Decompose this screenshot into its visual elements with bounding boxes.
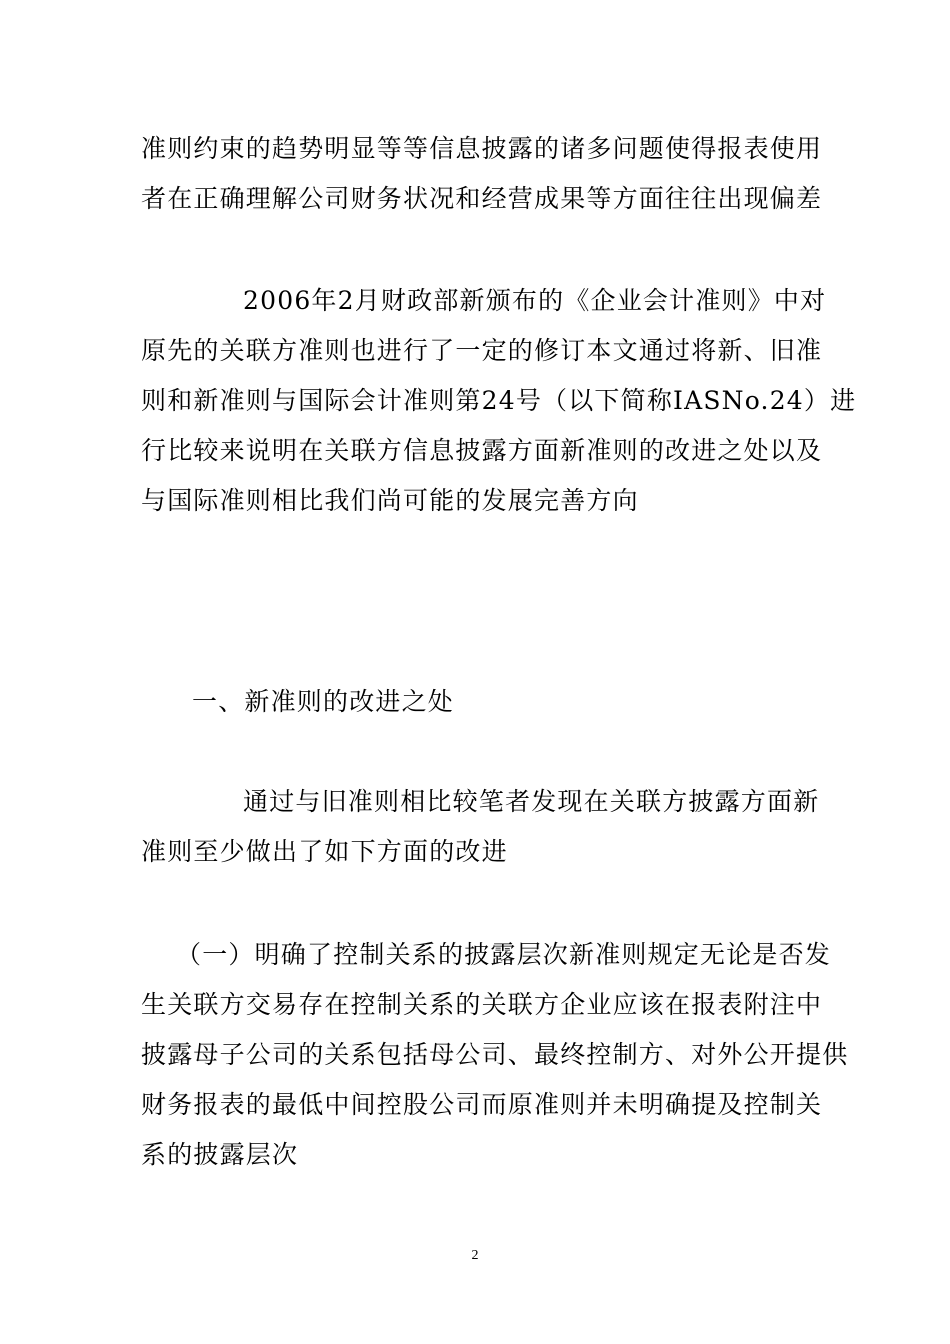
paragraph-2-line-2: 原先的关联方准则也进行了一定的修订本文通过将新、旧准 xyxy=(141,336,823,365)
paragraph-4-line-4: 财务报表的最低中间控股公司而原准则并未明确提及控制关 xyxy=(141,1090,823,1119)
paragraph-3-line-2: 准则至少做出了如下方面的改进 xyxy=(141,837,508,866)
paragraph-2-line-5: 与国际准则相比我们尚可能的发展完善方向 xyxy=(141,486,639,515)
section-heading: 一、新准则的改进之处 xyxy=(192,687,455,716)
paragraph-2-line-3: 则和新准则与国际会计准则第24号（以下简称IASNo.24）进 xyxy=(141,386,857,415)
paragraph-2-line-4: 行比较来说明在关联方信息披露方面新准则的改进之处以及 xyxy=(141,436,823,465)
paragraph-3-line-1: 通过与旧准则相比较笔者发现在关联方披露方面新 xyxy=(243,787,820,816)
paragraph-4-line-2: 生关联方交易存在控制关系的关联方企业应该在报表附注中 xyxy=(141,990,823,1019)
paragraph-2-line-1: 2006年2月财政部新颁布的《企业会计准则》中对 xyxy=(243,286,827,315)
paragraph-1-line-2: 者在正确理解公司财务状况和经营成果等方面往往出现偏差 xyxy=(141,184,823,213)
page-number: 2 xyxy=(471,1248,479,1263)
paragraph-4-line-3: 披露母子公司的关系包括母公司、最终控制方、对外公开提供 xyxy=(141,1040,849,1069)
paragraph-1-line-1: 准则约束的趋势明显等等信息披露的诸多问题使得报表使用 xyxy=(141,134,823,163)
paragraph-4-line-1: （一）明确了控制关系的披露层次新准则规定无论是否发 xyxy=(176,940,832,969)
paragraph-4-line-5: 系的披露层次 xyxy=(141,1140,299,1169)
